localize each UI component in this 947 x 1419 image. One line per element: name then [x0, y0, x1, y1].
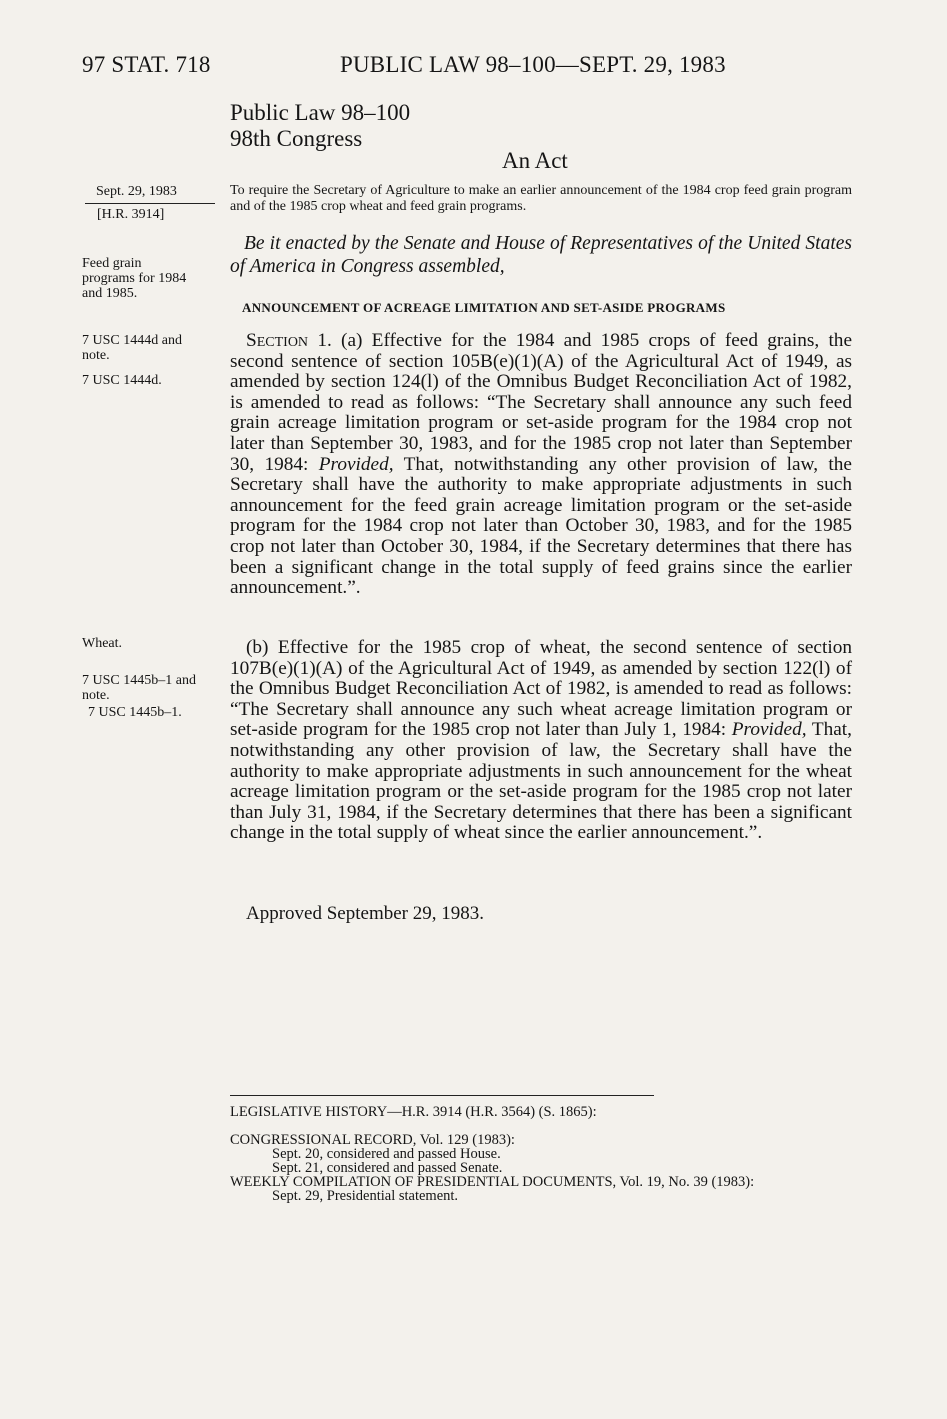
- section-1-a: [230, 331, 852, 599]
- margin-bill-number: [H.R. 3914]: [97, 207, 165, 222]
- record-item-house: Sept. 20, considered and passed House.: [272, 1146, 501, 1162]
- margin-note-usc-2: 7 USC 1444d.: [82, 373, 162, 388]
- legislative-history-title: LEGISLATIVE HISTORY—H.R. 3914 (H.R. 3564) (S. 1865):: [230, 1104, 597, 1120]
- section-1-b: [230, 638, 852, 844]
- record-item-senate: Sept. 21, considered and passed Senate.: [272, 1160, 503, 1176]
- act-title: An Act: [502, 148, 568, 173]
- margin-note-usc-4: 7 USC 1445b–1.: [88, 705, 182, 720]
- enacting-clause: Be it enacted by the Senate and House of Representatives of the United States of America in Congress assembled,: [230, 233, 852, 277]
- approval-date: Approved September 29, 1983.: [246, 903, 484, 924]
- weekly-compilation-entry: WEEKLY COMPILATION OF PRESIDENTIAL DOCUMENTS, Vol. 19, No. 39 (1983):: [230, 1174, 755, 1190]
- section-1-b-text-2: That, notwithstanding any other provision of law, the Secretary shall have the authority to make appropriate adjustments in such announcement for the wheat acreage limitation program or the set-aside program for the 1985 crop not later than July 31, 1984, if the Secretary determines that there has been a significant change in the total supply of wheat since the earlier announcement.”.: [230, 719, 852, 844]
- section-1-a-provided: Provided,: [318, 453, 394, 475]
- weekly-item-statement: Sept. 29, Presidential statement.: [272, 1188, 459, 1204]
- act-purpose: To require the Secretary of Agriculture to make an earlier announcement of the 1984 crop feed grain program and of the 1985 crop wheat and feed grain programs.: [230, 183, 852, 214]
- margin-date: Sept. 29, 1983: [96, 184, 177, 199]
- section-1-a-text-2: That, notwithstanding any other provision of law, the Secretary shall have the authority to make appropriate adjustments in such announcement for the feed grain acreage limitation program or the set-aside program for the 1984 crop not later than October 30, 1983, and for the 1985 crop not later than October 30, 1984, if the Secretary determines that there has been a significant change in the total supply of feed grains since the earlier announcement.”.: [230, 453, 852, 599]
- margin-note-usc-3: [82, 673, 207, 720]
- congressional-record-entry: CONGRESSIONAL RECORD, Vol. 129 (1983):: [230, 1132, 515, 1148]
- law-number: Public Law 98–100: [230, 100, 411, 125]
- section-label: Section: [246, 330, 309, 351]
- section-1-b-text-1: (b) Effective for the 1985 crop of wheat, the second sentence of section 107B(e)(1)(A) of the Agricultural Act of 1949, as amended by section 122(l) of the Omnibus Budget Reconciliation Act of 1982, is amended to read as follows: “The Secretary shall announce any such wheat acreage limitation program or set-aside program for the 1985 crop not later than July 1, 1984:: [230, 637, 852, 741]
- section-1-a-text-1: 1. (a) Effective for the 1984 and 1985 crops of feed grains, the second sentence of section 105B(e)(1)(A) of the Agricultural Act of 1949, as amended by section 124(l) of the Omnibus Budget Reconciliation Act of 1982, is amended to read as follows: “The Secretary shall announce any such feed grain acreage limitation program or set-aside program for the 1984 crop not later than September 30, 1983, and for the 1985 crop not later than September 30, 1984:: [230, 330, 852, 475]
- margin-divider: [85, 203, 215, 204]
- margin-note-usc-3-text: 7 USC 1445b–1 and note.: [82, 673, 196, 703]
- section-1-b-provided: Provided,: [731, 719, 807, 741]
- section-heading: ANNOUNCEMENT OF ACREAGE LIMITATION AND SET-ASIDE PROGRAMS: [242, 300, 726, 315]
- congress-number: 98th Congress: [230, 126, 363, 151]
- page-stat-number: 97 STAT. 718: [82, 52, 211, 77]
- running-header: PUBLIC LAW 98–100—SEPT. 29, 1983: [340, 52, 726, 77]
- margin-note-wheat: Wheat.: [82, 636, 123, 651]
- margin-note-feed-grain: Feed grain programs for 1984 and 1985.: [82, 256, 187, 301]
- legislative-history-divider: [230, 1095, 654, 1096]
- margin-note-usc-1: 7 USC 1444d and note.: [82, 333, 182, 363]
